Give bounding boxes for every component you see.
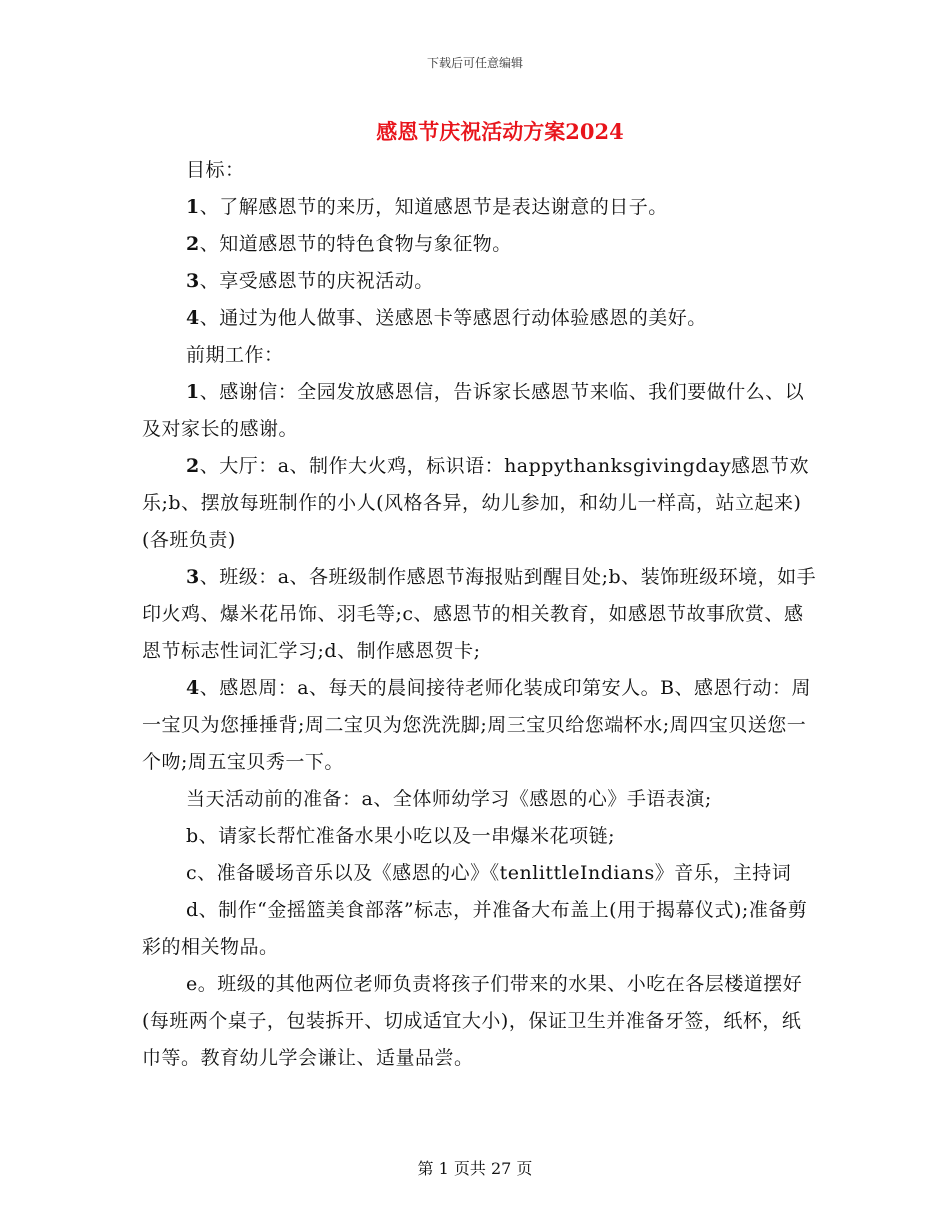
paragraph-prep-heading: 前期工作： — [186, 344, 284, 366]
document-title: 感恩节庆祝活动方案2024 — [376, 119, 624, 144]
page-footer: 第 1 页共 27 页 — [417, 1159, 533, 1178]
document-body — [142, 152, 818, 1077]
paragraph-prep-2: 2、大厅：a、制作大火鸡，标识语：happythanksgivingday感恩节欢乐;b、摆放每班制作的小人(风格各异，幼儿参加，和幼儿一样高，站立起来)(各班负责) — [142, 455, 810, 551]
paragraph-goals-heading: 目标： — [186, 159, 245, 181]
paragraph-goal-2: 2、知道感恩节的特色食物与象征物。 — [186, 233, 512, 255]
paragraph-prep-1: 1、感谢信：全园发放感恩信，告诉家长感恩节来临、我们要做什么、以及对家长的感谢。 — [142, 381, 805, 440]
paragraph-dayof-b: b、请家长帮忙准备水果小吃以及一串爆米花项链; — [186, 825, 616, 847]
paragraph-prep-3: 3、班级：a、各班级制作感恩节海报贴到醒目处;b、装饰班级环境，如手印火鸡、爆米花吊饰、羽毛等;c、感恩节的相关教育，如感恩节故事欣赏、感恩节标志性词汇学习;d、制作感恩贺卡; — [142, 566, 817, 662]
paragraph-dayof-c: c、准备暖场音乐以及《感恩的心》《tenlittleIndians》音乐，主持词 — [186, 862, 792, 884]
paragraph-goal-3: 3、享受感恩节的庆祝活动。 — [186, 270, 434, 292]
paragraph-dayof-d: d、制作“金摇篮美食部落”标志，并准备大布盖上(用于揭幕仪式);准备剪彩的相关物品。 — [142, 899, 808, 958]
paragraph-goal-1: 1、了解感恩节的来历，知道感恩节是表达谢意的日子。 — [186, 196, 668, 218]
paragraph-prep-4: 4、感恩周：a、每天的晨间接待老师化装成印第安人。B、感恩行动：周一宝贝为您捶捶背;周二宝贝为您洗洗脚;周三宝贝给您端杯水;周四宝贝送您一个吻;周五宝贝秀一下。 — [142, 677, 812, 773]
header-note: 下载后可任意编辑 — [426, 56, 523, 70]
paragraph-dayof-e: e。班级的其他两位老师负责将孩子们带来的水果、小吃在各层楼道摆好(每班两个桌子，包装拆开、切成适宜大小)，保证卫生并准备牙签，纸杯，纸巾等。教育幼儿学会谦让、适量品尝。 — [142, 973, 803, 1069]
paragraph-goal-4: 4、通过为他人做事、送感恩卡等感恩行动体验感恩的美好。 — [186, 307, 707, 329]
paragraph-dayof-a: 当天活动前的准备：a、全体师幼学习《感恩的心》手语表演; — [186, 788, 712, 810]
